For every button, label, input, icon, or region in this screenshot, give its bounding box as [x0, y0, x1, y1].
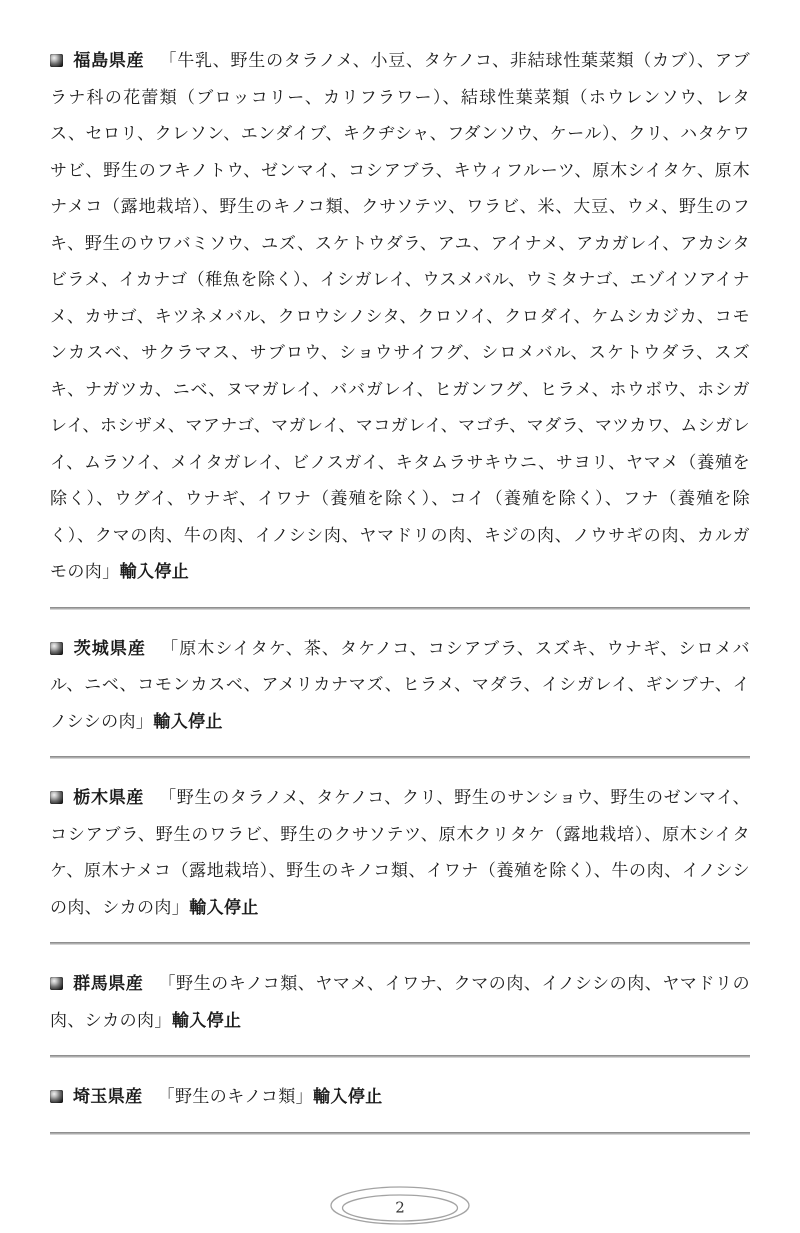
import-status-label: 輸入停止: [119, 562, 190, 582]
entry-paragraph: [50, 1079, 750, 1116]
section-divider: [50, 1055, 750, 1058]
entry-paragraph: [50, 780, 750, 926]
banned-items-text: 「野生のキノコ類」: [157, 1087, 314, 1107]
entry-paragraph: [50, 966, 750, 1039]
section-gunma: [50, 966, 750, 1039]
origin-label: 栃木県産: [73, 788, 145, 808]
banned-items-text: 「野生のタラノメ、タケノコ、クリ、野生のサンショウ、野生のゼンマイ、コシアブラ、野生のワラビ、野生のクサソテツ、原木クリタケ（露地栽培）、原木シイタケ、原木ナメコ（露地栽培）、野生のキノコ類、イワナ（養殖を除く）、牛の肉、イノシシの肉、シカの肉」: [50, 788, 750, 918]
banned-items-text: 「野生のキノコ類、ヤマメ、イワナ、クマの肉、イノシシの肉、ヤマドリの肉、シカの肉」: [50, 974, 750, 1031]
square-bullet-icon: [50, 54, 63, 67]
page-footer: [50, 1185, 750, 1233]
section-divider: [50, 756, 750, 759]
page-number: 2: [395, 1198, 405, 1216]
page-number-ornament: [325, 1185, 475, 1233]
section-divider: [50, 942, 750, 945]
origin-label: 茨城県産: [73, 638, 147, 659]
section-fukushima: [50, 43, 750, 591]
section-divider: [50, 607, 750, 610]
import-status-label: 輸入停止: [171, 1010, 242, 1031]
entry-paragraph: [50, 631, 750, 741]
banned-items-text: 「原木シイタケ、茶、タケノコ、コシアブラ、スズキ、ウナギ、シロメバル、ニベ、コモンカスベ、アメリカナマズ、ヒラメ、マダラ、イシガレイ、ギンブナ、イノシシの肉」: [50, 638, 750, 732]
square-bullet-icon: [50, 977, 63, 990]
import-status-label: 輸入停止: [153, 711, 223, 732]
section-saitama: [50, 1079, 750, 1116]
square-bullet-icon: [50, 791, 63, 804]
import-status-label: 輸入停止: [313, 1087, 383, 1107]
square-bullet-icon: [50, 1090, 63, 1103]
section-tochigi: [50, 780, 750, 926]
section-ibaraki: [50, 631, 750, 741]
entry-paragraph: [50, 43, 750, 591]
origin-label: 福島県産: [73, 51, 145, 71]
banned-items-text: 「牛乳、野生のタラノメ、小豆、タケノコ、非結球性葉菜類（カブ）、アブラナ科の花蕾類（ブロッコリー、カリフラワー）、結球性葉菜類（ホウレンソウ、レタス、セロリ、クレソン、エンダイブ、キクヂシャ、フダンソウ、ケール）、クリ、ハタケワサビ、野生のフキノトウ、ゼンマイ、コシアブラ、キウィフルーツ、原木シイタケ、原木ナメコ（露地栽培）、野生のキノコ類、クサソテツ、ワラビ、米、大豆、ウメ、野生のフキ、野生のウワバミソウ、ユズ、スケトウダラ、アユ、アイナメ、アカガレイ、アカシタビラメ、イカナゴ（稚魚を除く）、イシガレイ、ウスメバル、ウミタナゴ、エゾイソアイナメ、カサゴ、キツネメバル、クロウシノシタ、クロソイ、クロダイ、ケムシカジカ、コモンカスベ、サクラマス、サブロウ、ショウサイフグ、シロメバル、スケトウダラ、スズキ、ナガツカ、ニベ、ヌマガレイ、ババガレイ、ヒガンフグ、ヒラメ、ホウボウ、ホシガレイ、ホシザメ、マアナゴ、マガレイ、マコガレイ、マゴチ、マダラ、マツカワ、ムシガレイ、ムラソイ、メイタガレイ、ビノスガイ、キタムラサキウニ、サヨリ、ヤマメ（養殖を除く）、ウグイ、ウナギ、イワナ（養殖を除く）、コイ（養殖を除く）、フナ（養殖を除く）、クマの肉、牛の肉、イノシシ肉、ヤマドリの肉、キジの肉、ノウサギの肉、カルガモの肉」: [50, 51, 750, 582]
origin-label: 埼玉県産: [73, 1087, 143, 1107]
square-bullet-icon: [50, 642, 63, 655]
section-divider: [50, 1132, 750, 1135]
import-status-label: 輸入停止: [189, 897, 259, 918]
origin-label: 群馬県産: [73, 974, 144, 994]
